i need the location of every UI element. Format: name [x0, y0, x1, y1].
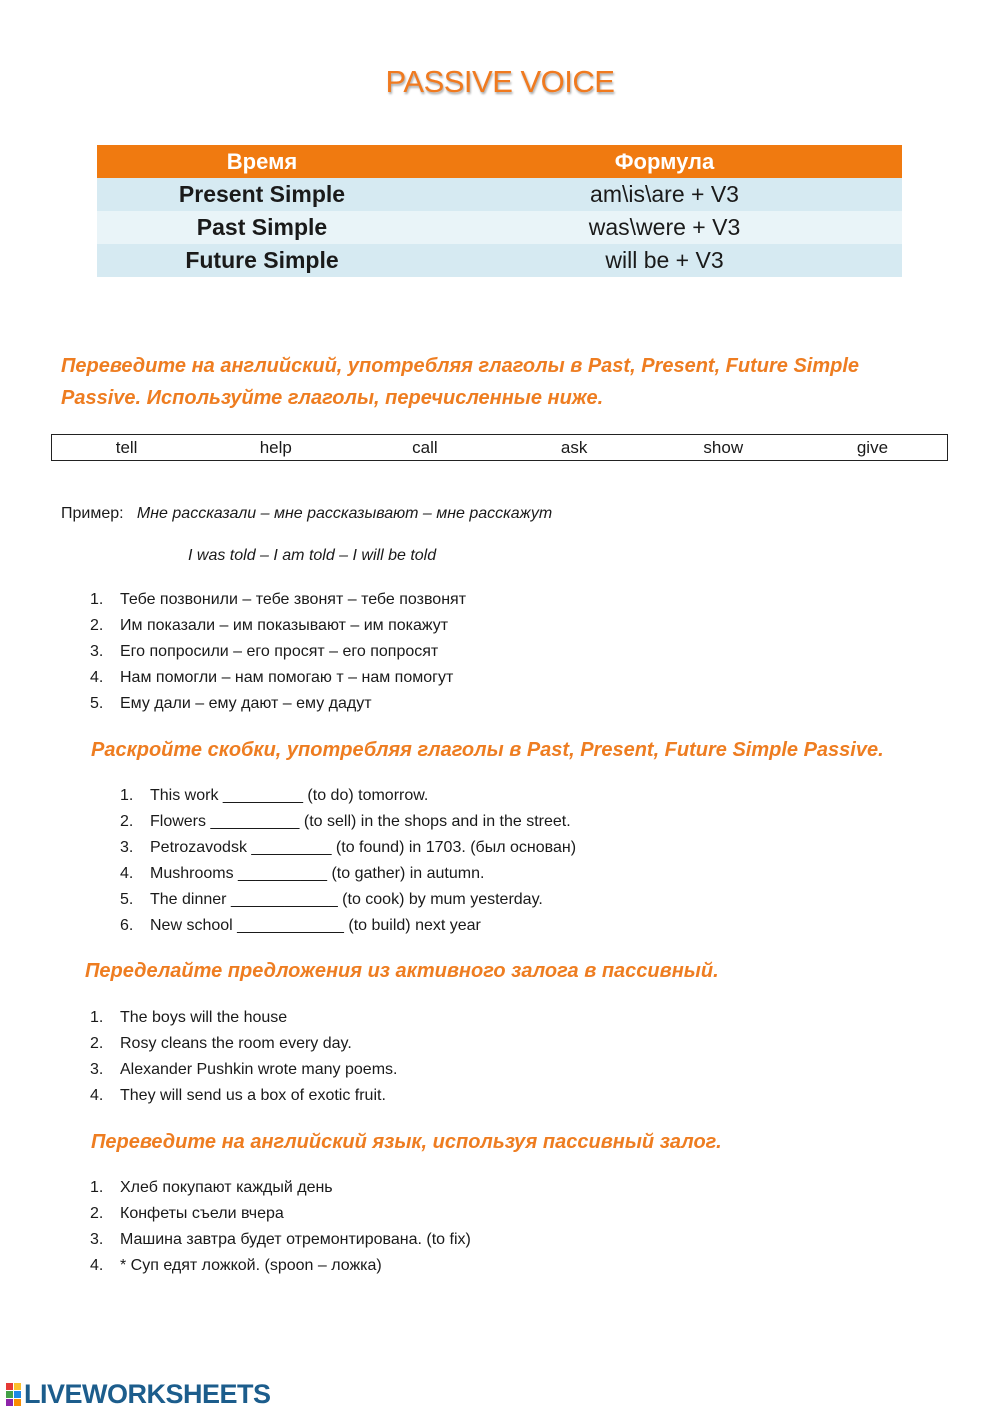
- list-item: 1. Тебе позвонили – тебе звонят – тебе позвонят: [90, 591, 467, 608]
- verb-item: call: [412, 437, 438, 457]
- list-item: 3. Его попросили – его просят – его попросят: [90, 643, 439, 660]
- list-item-text: Конфеты съели вчера: [120, 1205, 284, 1222]
- example-en: [188, 547, 436, 565]
- task4-list: [90, 1175, 471, 1279]
- list-item-text: The dinner ____________ (to cook) by mum yesterday.: [150, 891, 543, 908]
- verb-item: give: [856, 437, 889, 457]
- verb-item: ask: [560, 437, 588, 457]
- task3-heading: Переделайте предложения из активного залога в пассивный.: [85, 960, 719, 982]
- list-item-text: Его попросили – его просят – его попросят: [120, 643, 439, 660]
- list-item-text: * Суп едят ложкой. (spoon – ложка): [120, 1257, 382, 1274]
- table-row: [97, 244, 902, 277]
- list-item: 6. New school ____________ (to build) next year: [120, 917, 481, 934]
- list-item-text: They will send us a box of exotic fruit.: [120, 1087, 386, 1104]
- example-ru-text: Мне рассказали – мне рассказывают – мне расскажут: [136, 505, 553, 522]
- example-ru: [61, 505, 552, 523]
- task1-heading-line1: Переведите на английский, употребляя глаголы в Past, Present, Future Simple: [61, 355, 860, 377]
- list-item: 3. Машина завтра будет отремонтирована. (to fix): [90, 1231, 471, 1248]
- task4-heading: Переведите на английский язык, используя пассивный залог.: [91, 1131, 722, 1153]
- list-item-text: Petrozavodsk _________ (to found) in 1703. (был основан): [150, 839, 577, 856]
- task1-heading-line2: Passive. Используйте глаголы, перечисленные ниже.: [61, 387, 604, 409]
- formula-cell: am\is\are + V3: [427, 178, 902, 211]
- list-item: 2. Им показали – им показывают – им покажут: [90, 617, 449, 634]
- list-item-text: Ему дали – ему дают – ему дадут: [120, 695, 372, 712]
- verb-item: tell: [115, 437, 138, 457]
- page-title: PASSIVE VOICE: [385, 64, 615, 99]
- list-item: 4. Mushrooms __________ (to gather) in autumn.: [120, 865, 485, 882]
- list-item: 1. Хлеб покупают каждый день: [90, 1179, 333, 1196]
- list-item-text: Alexander Pushkin wrote many poems.: [120, 1061, 398, 1078]
- list-item: 4. They will send us a box of exotic fruit.: [90, 1087, 386, 1104]
- example-en-text: I was told – I am told – I will be told: [188, 547, 437, 564]
- list-item: 2. Rosy cleans the room every day.: [90, 1035, 352, 1052]
- tense-cell: Present Simple: [97, 178, 427, 211]
- task3-list: [90, 1005, 397, 1109]
- list-item-text: Машина завтра будет отремонтирована. (to fix): [120, 1231, 471, 1248]
- list-item-text: This work _________ (to do) tomorrow.: [150, 787, 429, 804]
- list-item-text: Хлеб покупают каждый день: [120, 1179, 333, 1196]
- list-item-text: Нам помогли – нам помогаю т – нам помогут: [120, 669, 454, 686]
- table-header-row: [97, 145, 902, 178]
- formula-table: [97, 145, 902, 277]
- list-item: 3. Petrozavodsk _________ (to found) in 1703. (был основан): [120, 839, 577, 856]
- verb-box: [51, 434, 948, 461]
- tense-cell: Past Simple: [97, 211, 427, 244]
- list-item: 5. The dinner ____________ (to cook) by mum yesterday.: [120, 891, 543, 908]
- task2-heading: Раскройте скобки, употребляя глаголы в Past, Present, Future Simple Passive.: [91, 739, 884, 761]
- list-item: 1. This work _________ (to do) tomorrow.: [120, 787, 429, 804]
- task1-list: [90, 587, 466, 717]
- formula-cell: will be + V3: [427, 244, 902, 277]
- list-item: 1. The boys will the house: [90, 1009, 288, 1026]
- logo-text: LIVEWORKSHEETS: [24, 1378, 271, 1409]
- table-header-tense: Время: [97, 145, 427, 178]
- tense-cell: Future Simple: [97, 244, 427, 277]
- task2-list: [120, 783, 576, 939]
- list-item: 2. Flowers __________ (to sell) in the shops and in the street.: [120, 813, 571, 830]
- list-item: 5. Ему дали – ему дают – ему дадут: [90, 695, 372, 712]
- list-item-text: Rosy cleans the room every day.: [120, 1035, 352, 1052]
- liveworksheets-logo: [6, 1380, 271, 1408]
- verb-item: show: [703, 437, 744, 457]
- list-item-text: Mushrooms __________ (to gather) in autumn.: [150, 865, 485, 882]
- task1-heading: [61, 350, 859, 414]
- list-item: 4. Нам помогли – нам помогаю т – нам помогут: [90, 669, 454, 686]
- list-item: 3. Alexander Pushkin wrote many poems.: [90, 1061, 398, 1078]
- list-item: 4. * Суп едят ложкой. (spoon – ложка): [90, 1257, 382, 1274]
- table-header-formula: Формула: [427, 145, 902, 178]
- formula-cell: was\were + V3: [427, 211, 902, 244]
- table-row: [97, 178, 902, 211]
- list-item-text: Им показали – им показывают – им покажут: [120, 617, 449, 634]
- list-item: 2. Конфеты съели вчера: [90, 1205, 284, 1222]
- list-item-text: Тебе позвонили – тебе звонят – тебе позвонят: [120, 591, 467, 608]
- list-item-text: New school ____________ (to build) next year: [150, 917, 481, 934]
- verb-item: help: [259, 437, 292, 457]
- logo-blocks-icon: [6, 1383, 21, 1406]
- table-row: [97, 211, 902, 244]
- list-item-text: The boys will the house: [120, 1009, 288, 1026]
- list-item-text: Flowers __________ (to sell) in the shops and in the street.: [150, 813, 571, 830]
- example-label: Пример:: [61, 505, 124, 522]
